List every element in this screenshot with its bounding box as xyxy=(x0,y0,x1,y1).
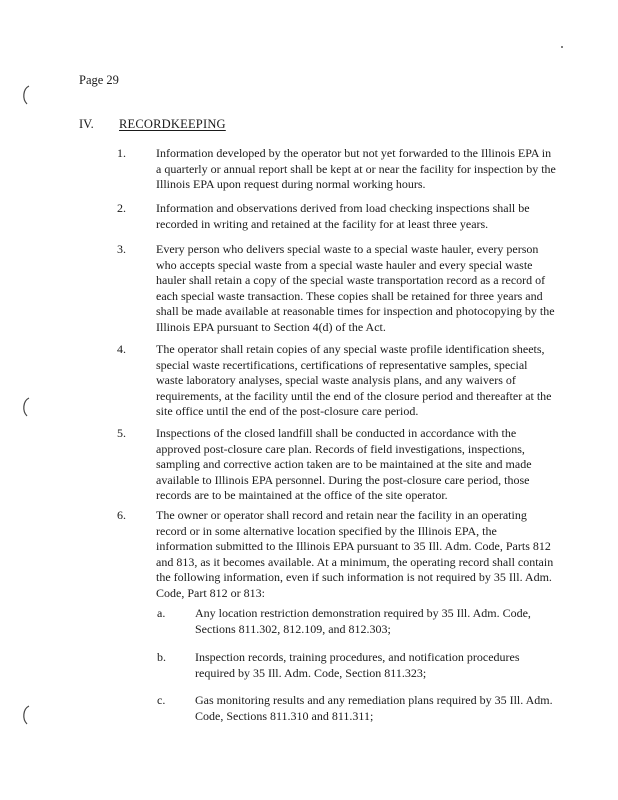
subitem-label: c. xyxy=(157,693,166,707)
subitem-label: b. xyxy=(157,650,166,664)
item-number: 2. xyxy=(117,201,126,215)
item-number: 1. xyxy=(117,146,126,160)
numbered-item xyxy=(117,242,557,336)
numbered-item xyxy=(117,342,557,420)
lettered-subitem xyxy=(157,650,557,681)
subitem-text: Gas monitoring results and any remediation plans required by 35 Ill. Adm. Code, Sections 811.310 and 811.311; xyxy=(195,693,553,723)
item-number: 5. xyxy=(117,426,126,440)
item-text: Information and observations derived from load checking inspections shall be recorded in writing and retained at the facility for at least three years. xyxy=(156,201,530,231)
subitem-label: a. xyxy=(157,606,166,620)
item-text: Information developed by the operator but not yet forwarded to the Illinois EPA in a quarterly or annual report shall be kept at or near the facility for inspection by the Illinois EPA upon request during normal working hours. xyxy=(156,146,556,192)
item-text: The operator shall retain copies of any special waste profile identification sheets, special waste recertifications, certifications of representative samples, special waste laboratory analyses, special waste analysis plans, and any waivers of requirements, at the facility until the end of the closure period and thereafter at the site office until the end of the post-closure care period. xyxy=(156,342,552,419)
item-text: Inspections of the closed landfill shall be conducted in accordance with the approved post-closure care plan. Records of field investigations, inspections, sampling and corrective action taken are to be maintained at the site and made available to Illinois EPA personnel. During the post-closure care period, those records are to be maintained at the office of the site operator. xyxy=(156,426,532,503)
lettered-subitem xyxy=(157,693,557,724)
numbered-item xyxy=(117,146,557,193)
section-title: RECORDKEEPING xyxy=(119,117,226,131)
item-text: The owner or operator shall record and retain near the facility in an operating record or in some alternative location specified by the Illinois EPA, the information submitted to the Illinois EPA pursuant to 35 Ill. Adm. Code, Parts 812 and 813, as it becomes available. At a minimum, the operating record shall contain the following information, even if such information is not required by 35 Ill. Adm. Code, Part 812 or 813: xyxy=(156,508,554,600)
margin-mark-icon xyxy=(20,396,32,418)
item-number: 6. xyxy=(117,508,126,522)
margin-mark-icon xyxy=(20,704,32,726)
margin-mark-icon xyxy=(20,84,32,106)
page-number: Page 29 xyxy=(79,73,119,87)
section-heading xyxy=(79,117,226,132)
item-number: 4. xyxy=(117,342,126,356)
numbered-item xyxy=(117,426,557,504)
lettered-subitem xyxy=(157,606,557,637)
item-number: 3. xyxy=(117,242,126,256)
numbered-item xyxy=(117,201,557,232)
item-text: Every person who delivers special waste to a special waste hauler, every person who accepts special waste from a special waste hauler and every special waste hauler shall retain a copy of the special waste transportation record as a record of each special waste transaction. These copies shall be retained for three years and shall be made available at reasonable times for inspection and photocopying by the Illinois EPA pursuant to Section 4(d) of the Act. xyxy=(156,242,555,334)
section-number: IV. xyxy=(79,117,94,131)
scan-speck xyxy=(561,46,563,48)
numbered-item xyxy=(117,508,557,602)
subitem-text: Any location restriction demonstration required by 35 Ill. Adm. Code, Sections 811.302, 812.109, and 812.303; xyxy=(195,606,531,636)
subitem-text: Inspection records, training procedures, and notification procedures required by 35 Ill. Adm. Code, Section 811.323; xyxy=(195,650,520,680)
